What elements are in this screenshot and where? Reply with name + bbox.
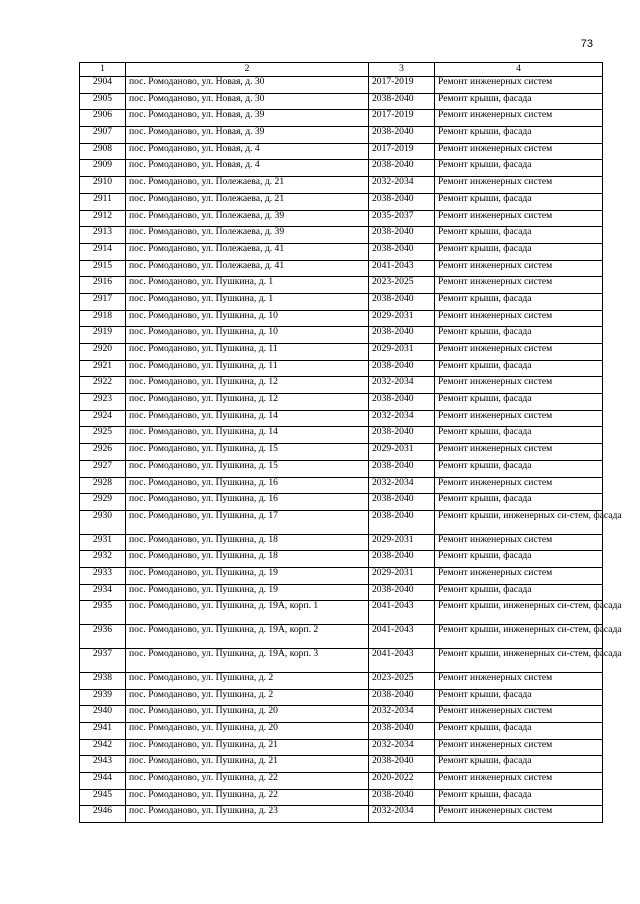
work-type-cell: Ремонт крыши, фасада bbox=[435, 293, 603, 310]
row-number-cell: 2906 bbox=[80, 110, 126, 127]
work-type-cell: Ремонт крыши, фасада bbox=[435, 193, 603, 210]
row-number-cell: 2918 bbox=[80, 310, 126, 327]
period-cell: 2038-2040 bbox=[369, 510, 435, 534]
work-type-cell: Ремонт крыши, фасада bbox=[435, 360, 603, 377]
row-number-cell: 2932 bbox=[80, 551, 126, 568]
period-cell: 2038-2040 bbox=[369, 689, 435, 706]
row-number-cell: 2941 bbox=[80, 722, 126, 739]
row-number-cell: 2934 bbox=[80, 584, 126, 601]
address-cell: пос. Ромоданово, ул. Пушкина, д. 12 bbox=[126, 377, 369, 394]
period-cell: 2038-2040 bbox=[369, 293, 435, 310]
work-type-cell: Ремонт инженерных систем bbox=[435, 344, 603, 361]
period-cell: 2038-2040 bbox=[369, 93, 435, 110]
period-cell: 2017-2019 bbox=[369, 143, 435, 160]
table-row bbox=[80, 706, 603, 723]
table-row bbox=[80, 722, 603, 739]
work-type-cell: Ремонт крыши, фасада bbox=[435, 327, 603, 344]
period-cell: 2038-2040 bbox=[369, 427, 435, 444]
work-type-cell: Ремонт инженерных систем bbox=[435, 410, 603, 427]
address-cell: пос. Ромоданово, ул. Пушкина, д. 12 bbox=[126, 394, 369, 411]
column-header-period: 3 bbox=[369, 63, 435, 77]
period-cell: 2038-2040 bbox=[369, 789, 435, 806]
row-number-cell: 2913 bbox=[80, 227, 126, 244]
table-row bbox=[80, 601, 603, 625]
repair-schedule-table bbox=[79, 62, 622, 823]
address-cell: пос. Ромоданово, ул. Пушкина, д. 14 bbox=[126, 410, 369, 427]
row-number-cell: 2908 bbox=[80, 143, 126, 160]
period-cell: 2035-2037 bbox=[369, 210, 435, 227]
row-number-cell: 2911 bbox=[80, 193, 126, 210]
table-row bbox=[80, 177, 603, 194]
row-number-cell: 2929 bbox=[80, 494, 126, 511]
address-cell: пос. Ромоданово, ул. Пушкина, д. 20 bbox=[126, 722, 369, 739]
table-row bbox=[80, 210, 603, 227]
work-type-cell: Ремонт крыши, фасада bbox=[435, 227, 603, 244]
column-header-number: 1 bbox=[80, 63, 126, 77]
work-type-cell: Ремонт инженерных систем bbox=[435, 534, 603, 551]
work-type-cell: Ремонт крыши, фасада bbox=[435, 722, 603, 739]
address-cell: пос. Ромоданово, ул. Пушкина, д. 21 bbox=[126, 756, 369, 773]
period-cell: 2038-2040 bbox=[369, 127, 435, 144]
address-cell: пос. Ромоданово, ул. Пушкина, д. 15 bbox=[126, 460, 369, 477]
address-cell: пос. Ромоданово, ул. Пушкина, д. 19 bbox=[126, 584, 369, 601]
table-row bbox=[80, 460, 603, 477]
work-type-cell: Ремонт крыши, фасада bbox=[435, 160, 603, 177]
work-type-cell: Ремонт инженерных систем bbox=[435, 444, 603, 461]
work-type-cell: Ремонт крыши, инженерных си-стем, фасада bbox=[435, 510, 603, 534]
work-type-cell: Ремонт инженерных систем bbox=[435, 310, 603, 327]
row-number-cell: 2924 bbox=[80, 410, 126, 427]
work-type-cell: Ремонт инженерных систем bbox=[435, 568, 603, 585]
address-cell: пос. Ромоданово, ул. Новая, д. 4 bbox=[126, 160, 369, 177]
row-number-cell: 2935 bbox=[80, 601, 126, 625]
address-cell: пос. Ромоданово, ул. Пушкина, д. 23 bbox=[126, 806, 369, 823]
period-cell: 2038-2040 bbox=[369, 584, 435, 601]
column-header-work: 4 bbox=[435, 63, 603, 77]
table-row bbox=[80, 160, 603, 177]
table-row bbox=[80, 625, 603, 649]
address-cell: пос. Ромоданово, ул. Пушкина, д. 19А, корп. 3 bbox=[126, 649, 369, 673]
row-number-cell: 2933 bbox=[80, 568, 126, 585]
address-cell: пос. Ромоданово, ул. Пушкина, д. 15 bbox=[126, 444, 369, 461]
table-row bbox=[80, 394, 603, 411]
work-type-cell: Ремонт инженерных систем bbox=[435, 177, 603, 194]
table-row bbox=[80, 193, 603, 210]
address-cell: пос. Ромоданово, ул. Пушкина, д. 1 bbox=[126, 277, 369, 294]
period-cell: 2038-2040 bbox=[369, 327, 435, 344]
address-cell: пос. Ромоданово, ул. Полежаева, д. 39 bbox=[126, 210, 369, 227]
address-cell: пос. Ромоданово, ул. Пушкина, д. 19А, корп. 1 bbox=[126, 601, 369, 625]
column-header-address: 2 bbox=[126, 63, 369, 77]
row-number-cell: 2939 bbox=[80, 689, 126, 706]
row-number-cell: 2922 bbox=[80, 377, 126, 394]
row-number-cell: 2925 bbox=[80, 427, 126, 444]
row-number-cell: 2915 bbox=[80, 260, 126, 277]
table-row bbox=[80, 551, 603, 568]
row-number-cell: 2907 bbox=[80, 127, 126, 144]
work-type-cell: Ремонт крыши, фасада bbox=[435, 93, 603, 110]
period-cell: 2038-2040 bbox=[369, 394, 435, 411]
table-row bbox=[80, 360, 603, 377]
period-cell: 2038-2040 bbox=[369, 722, 435, 739]
work-type-cell: Ремонт инженерных систем bbox=[435, 806, 603, 823]
work-type-cell: Ремонт крыши, фасада bbox=[435, 427, 603, 444]
page-number: 73 bbox=[580, 38, 593, 50]
address-cell: пос. Ромоданово, ул. Пушкина, д. 2 bbox=[126, 689, 369, 706]
work-type-cell: Ремонт инженерных систем bbox=[435, 377, 603, 394]
table-row bbox=[80, 344, 603, 361]
work-type-cell: Ремонт крыши, фасада bbox=[435, 789, 603, 806]
row-number-cell: 2937 bbox=[80, 649, 126, 673]
table-row bbox=[80, 568, 603, 585]
row-number-cell: 2920 bbox=[80, 344, 126, 361]
address-cell: пос. Ромоданово, ул. Пушкина, д. 20 bbox=[126, 706, 369, 723]
address-cell: пос. Ромоданово, ул. Новая, д. 30 bbox=[126, 93, 369, 110]
row-number-cell: 2946 bbox=[80, 806, 126, 823]
row-number-cell: 2916 bbox=[80, 277, 126, 294]
address-cell: пос. Ромоданово, ул. Пушкина, д. 11 bbox=[126, 344, 369, 361]
period-cell: 2041-2043 bbox=[369, 601, 435, 625]
work-type-cell: Ремонт инженерных систем bbox=[435, 477, 603, 494]
table-row bbox=[80, 444, 603, 461]
row-number-cell: 2921 bbox=[80, 360, 126, 377]
table-row bbox=[80, 260, 603, 277]
address-cell: пос. Ромоданово, ул. Пушкина, д. 10 bbox=[126, 310, 369, 327]
work-type-cell: Ремонт крыши, инженерных си-стем, фасада bbox=[435, 625, 603, 649]
period-cell: 2032-2034 bbox=[369, 410, 435, 427]
row-number-cell: 2940 bbox=[80, 706, 126, 723]
period-cell: 2041-2043 bbox=[369, 625, 435, 649]
period-cell: 2032-2034 bbox=[369, 377, 435, 394]
period-cell: 2038-2040 bbox=[369, 494, 435, 511]
address-cell: пос. Ромоданово, ул. Новая, д. 39 bbox=[126, 110, 369, 127]
address-cell: пос. Ромоданово, ул. Новая, д. 39 bbox=[126, 127, 369, 144]
address-cell: пос. Ромоданово, ул. Новая, д. 30 bbox=[126, 77, 369, 94]
period-cell: 2023-2025 bbox=[369, 277, 435, 294]
address-cell: пос. Ромоданово, ул. Полежаева, д. 39 bbox=[126, 227, 369, 244]
period-cell: 2041-2043 bbox=[369, 260, 435, 277]
period-cell: 2023-2025 bbox=[369, 672, 435, 689]
table-row bbox=[80, 377, 603, 394]
work-type-cell: Ремонт крыши, фасада bbox=[435, 494, 603, 511]
address-cell: пос. Ромоданово, ул. Пушкина, д. 18 bbox=[126, 551, 369, 568]
row-number-cell: 2904 bbox=[80, 77, 126, 94]
period-cell: 2020-2022 bbox=[369, 772, 435, 789]
table-row bbox=[80, 127, 603, 144]
table-row bbox=[80, 789, 603, 806]
period-cell: 2038-2040 bbox=[369, 227, 435, 244]
table-row bbox=[80, 243, 603, 260]
period-cell: 2038-2040 bbox=[369, 551, 435, 568]
address-cell: пос. Ромоданово, ул. Полежаева, д. 41 bbox=[126, 243, 369, 260]
work-type-cell: Ремонт крыши, фасада bbox=[435, 243, 603, 260]
address-cell: пос. Ромоданово, ул. Пушкина, д. 11 bbox=[126, 360, 369, 377]
row-number-cell: 2912 bbox=[80, 210, 126, 227]
table-row bbox=[80, 739, 603, 756]
address-cell: пос. Ромоданово, ул. Пушкина, д. 19А, корп. 2 bbox=[126, 625, 369, 649]
row-number-cell: 2927 bbox=[80, 460, 126, 477]
address-cell: пос. Ромоданово, ул. Пушкина, д. 17 bbox=[126, 510, 369, 534]
address-cell: пос. Ромоданово, ул. Пушкина, д. 22 bbox=[126, 772, 369, 789]
work-type-cell: Ремонт инженерных систем bbox=[435, 260, 603, 277]
table-row bbox=[80, 327, 603, 344]
work-type-cell: Ремонт крыши, фасада bbox=[435, 394, 603, 411]
row-number-cell: 2930 bbox=[80, 510, 126, 534]
row-number-cell: 2923 bbox=[80, 394, 126, 411]
period-cell: 2032-2034 bbox=[369, 806, 435, 823]
table-row bbox=[80, 77, 603, 94]
work-type-cell: Ремонт крыши, фасада bbox=[435, 584, 603, 601]
row-number-cell: 2938 bbox=[80, 672, 126, 689]
address-cell: пос. Ромоданово, ул. Пушкина, д. 18 bbox=[126, 534, 369, 551]
period-cell: 2038-2040 bbox=[369, 193, 435, 210]
work-type-cell: Ремонт крыши, инженерных си-стем, фасада bbox=[435, 649, 603, 673]
period-cell: 2032-2034 bbox=[369, 177, 435, 194]
table-header bbox=[80, 63, 603, 77]
address-cell: пос. Ромоданово, ул. Пушкина, д. 22 bbox=[126, 789, 369, 806]
period-cell: 2029-2031 bbox=[369, 344, 435, 361]
period-cell: 2029-2031 bbox=[369, 534, 435, 551]
work-type-cell: Ремонт инженерных систем bbox=[435, 706, 603, 723]
address-cell: пос. Ромоданово, ул. Полежаева, д. 21 bbox=[126, 193, 369, 210]
row-number-cell: 2943 bbox=[80, 756, 126, 773]
address-cell: пос. Ромоданово, ул. Пушкина, д. 16 bbox=[126, 494, 369, 511]
table-row bbox=[80, 672, 603, 689]
table-row bbox=[80, 494, 603, 511]
table-row bbox=[80, 227, 603, 244]
table-row bbox=[80, 277, 603, 294]
row-number-cell: 2905 bbox=[80, 93, 126, 110]
work-type-cell: Ремонт крыши, инженерных си-стем, фасада bbox=[435, 601, 603, 625]
table-row bbox=[80, 293, 603, 310]
address-cell: пос. Ромоданово, ул. Полежаева, д. 41 bbox=[126, 260, 369, 277]
row-number-cell: 2910 bbox=[80, 177, 126, 194]
period-cell: 2032-2034 bbox=[369, 739, 435, 756]
work-type-cell: Ремонт инженерных систем bbox=[435, 210, 603, 227]
work-type-cell: Ремонт инженерных систем bbox=[435, 739, 603, 756]
table-row bbox=[80, 410, 603, 427]
address-cell: пос. Ромоданово, ул. Полежаева, д. 21 bbox=[126, 177, 369, 194]
work-type-cell: Ремонт инженерных систем bbox=[435, 77, 603, 94]
row-number-cell: 2931 bbox=[80, 534, 126, 551]
row-number-cell: 2942 bbox=[80, 739, 126, 756]
address-cell: пос. Ромоданово, ул. Пушкина, д. 1 bbox=[126, 293, 369, 310]
table-row bbox=[80, 427, 603, 444]
header-row bbox=[80, 63, 603, 77]
period-cell: 2038-2040 bbox=[369, 756, 435, 773]
address-cell: пос. Ромоданово, ул. Пушкина, д. 19 bbox=[126, 568, 369, 585]
table-row bbox=[80, 756, 603, 773]
table-row bbox=[80, 477, 603, 494]
row-number-cell: 2914 bbox=[80, 243, 126, 260]
work-type-cell: Ремонт инженерных систем bbox=[435, 277, 603, 294]
address-cell: пос. Ромоданово, ул. Пушкина, д. 14 bbox=[126, 427, 369, 444]
period-cell: 2032-2034 bbox=[369, 477, 435, 494]
table-row bbox=[80, 584, 603, 601]
address-cell: пос. Ромоданово, ул. Пушкина, д. 2 bbox=[126, 672, 369, 689]
work-type-cell: Ремонт инженерных систем bbox=[435, 143, 603, 160]
address-cell: пос. Ромоданово, ул. Пушкина, д. 10 bbox=[126, 327, 369, 344]
table-row bbox=[80, 510, 603, 534]
period-cell: 2038-2040 bbox=[369, 460, 435, 477]
table-row bbox=[80, 110, 603, 127]
period-cell: 2038-2040 bbox=[369, 243, 435, 260]
period-cell: 2041-2043 bbox=[369, 649, 435, 673]
work-type-cell: Ремонт инженерных систем bbox=[435, 672, 603, 689]
table-row bbox=[80, 310, 603, 327]
period-cell: 2032-2034 bbox=[369, 706, 435, 723]
period-cell: 2029-2031 bbox=[369, 310, 435, 327]
table-row bbox=[80, 689, 603, 706]
work-type-cell: Ремонт крыши, фасада bbox=[435, 756, 603, 773]
table-row bbox=[80, 143, 603, 160]
row-number-cell: 2917 bbox=[80, 293, 126, 310]
row-number-cell: 2944 bbox=[80, 772, 126, 789]
table-row bbox=[80, 93, 603, 110]
address-cell: пос. Ромоданово, ул. Пушкина, д. 21 bbox=[126, 739, 369, 756]
work-type-cell: Ремонт крыши, фасада bbox=[435, 689, 603, 706]
period-cell: 2038-2040 bbox=[369, 160, 435, 177]
period-cell: 2017-2019 bbox=[369, 77, 435, 94]
table-row bbox=[80, 534, 603, 551]
work-type-cell: Ремонт крыши, фасада bbox=[435, 551, 603, 568]
row-number-cell: 2926 bbox=[80, 444, 126, 461]
row-number-cell: 2928 bbox=[80, 477, 126, 494]
row-number-cell: 2909 bbox=[80, 160, 126, 177]
work-type-cell: Ремонт инженерных систем bbox=[435, 110, 603, 127]
table-body bbox=[80, 76, 622, 823]
work-type-cell: Ремонт инженерных систем bbox=[435, 772, 603, 789]
address-cell: пос. Ромоданово, ул. Пушкина, д. 16 bbox=[126, 477, 369, 494]
table-row bbox=[80, 806, 603, 823]
work-type-cell: Ремонт крыши, фасада bbox=[435, 127, 603, 144]
period-cell: 2029-2031 bbox=[369, 444, 435, 461]
row-number-cell: 2919 bbox=[80, 327, 126, 344]
period-cell: 2029-2031 bbox=[369, 568, 435, 585]
work-type-cell: Ремонт крыши, фасада bbox=[435, 460, 603, 477]
period-cell: 2038-2040 bbox=[369, 360, 435, 377]
table-row bbox=[80, 772, 603, 789]
table-row bbox=[80, 649, 603, 673]
address-cell: пос. Ромоданово, ул. Новая, д. 4 bbox=[126, 143, 369, 160]
row-number-cell: 2945 bbox=[80, 789, 126, 806]
period-cell: 2017-2019 bbox=[369, 110, 435, 127]
row-number-cell: 2936 bbox=[80, 625, 126, 649]
